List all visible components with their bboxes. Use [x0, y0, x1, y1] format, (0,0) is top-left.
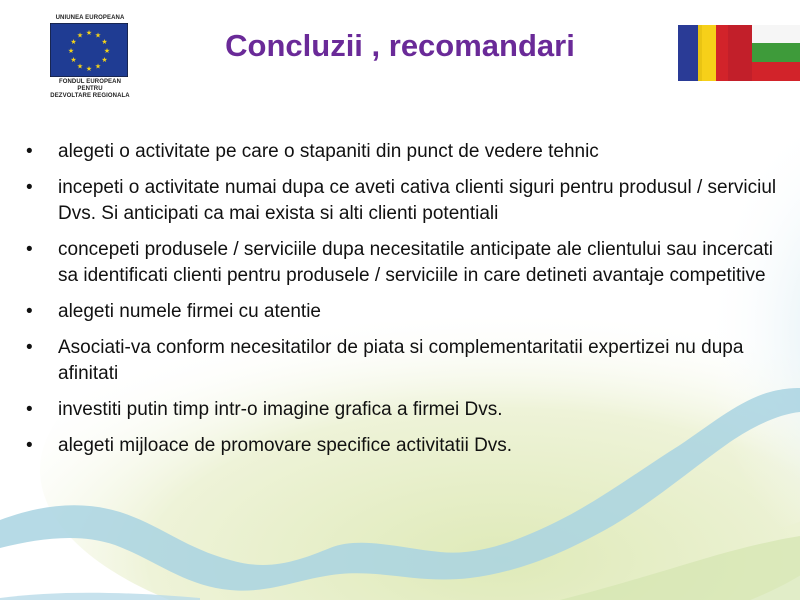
list-item: [26, 139, 786, 165]
bullet-text: Asociati-va conform necesitatilor de piata si complementaritatii expertizei nu dupa afinitati: [58, 337, 744, 384]
bullet-icon: •: [26, 337, 33, 358]
eu-logo-bottom-text: [46, 79, 134, 100]
eu-logo-bottom-line1: FONDUL EUROPEAN PENTRU: [58, 79, 122, 92]
bullet-list: [26, 139, 786, 469]
bullet-text: alegeti mijloace de promovare specifice activitatii Dvs.: [58, 435, 513, 456]
bullet-icon: •: [26, 435, 33, 456]
bullet-text: incepeti o activitate numai dupa ce aveti cativa clienti siguri pentru produsul / serviciul Dvs. Si anticipati ca mai exista si alti clienti potentiali: [58, 177, 777, 224]
slide-title: Concluzii , recomandari: [225, 28, 575, 63]
list-item: [26, 335, 786, 387]
svg-text:★: ★: [101, 56, 108, 64]
bullet-icon: •: [26, 177, 33, 198]
bullet-text: concepeti produsele / serviciile dupa necesitatile anticipate ale clientului sau incercati sa identificati clienti pentru produsele / serviciile in care detineti avantaje competitive: [58, 239, 774, 286]
bullet-text: alegeti numele firmei cu atentie: [58, 301, 321, 322]
svg-text:★: ★: [70, 38, 77, 46]
bullet-icon: •: [26, 141, 33, 162]
svg-text:★: ★: [76, 31, 84, 40]
svg-text:★: ★: [94, 62, 102, 71]
svg-text:★: ★: [94, 31, 102, 40]
svg-text:★: ★: [101, 38, 108, 46]
svg-text:★: ★: [103, 47, 111, 55]
list-item: [26, 175, 786, 227]
list-item: [26, 299, 786, 325]
bullet-icon: •: [26, 239, 33, 260]
bullet-icon: •: [26, 399, 33, 420]
eu-logo-bottom-line2: DEZVOLTARE REGIONALA: [50, 93, 130, 99]
ro-bg-flags-icon: [678, 25, 800, 81]
svg-text:★: ★: [76, 62, 84, 71]
svg-text:★: ★: [67, 47, 75, 55]
svg-text:★: ★: [85, 29, 93, 37]
svg-text:★: ★: [70, 56, 77, 64]
list-item: [26, 237, 786, 289]
list-item: [26, 397, 786, 423]
eu-logo-top-text: UNIUNEA EUROPEANA: [55, 15, 125, 21]
svg-text:★: ★: [85, 65, 93, 73]
bullet-icon: •: [26, 301, 33, 322]
eu-flag-icon: [50, 23, 128, 77]
list-item: [26, 433, 786, 459]
bullet-text: alegeti o activitate pe care o stapaniti din punct de vedere tehnic: [58, 141, 599, 162]
bullet-text: investiti putin timp intr-o imagine grafica a firmei Dvs.: [58, 399, 503, 420]
